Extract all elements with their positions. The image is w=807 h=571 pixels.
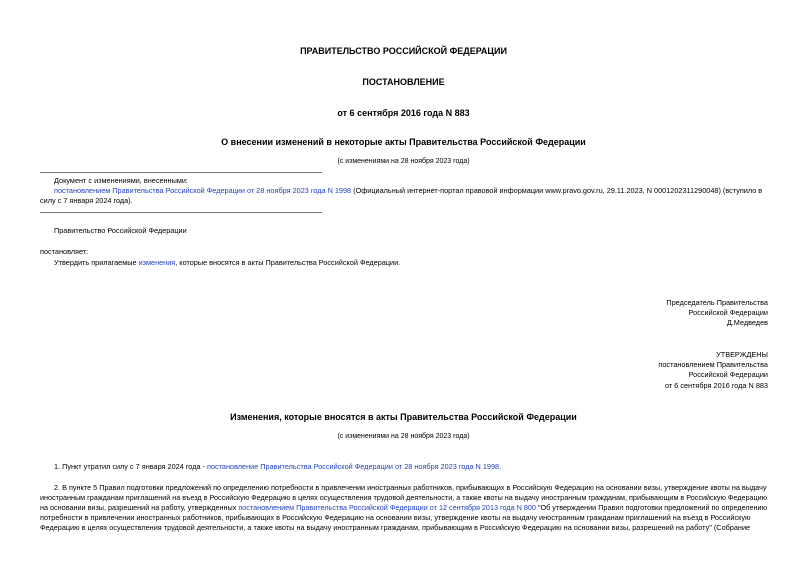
changes-source-continuation: силу с 7 января 2024 года).	[40, 196, 133, 205]
approve-clause: Утвердить прилагаемые изменения, которые вносятся в акты Правительства Российской Федерации.	[54, 258, 401, 267]
signature-country: Российской Федерации	[688, 308, 768, 317]
item2-line: Федерацию в целях осуществления трудовой деятельности, а также квоты на выдачу иностранным гражданам, прибывающим в Российскую Федерацию на основании визы, разрешений на работу" (Собрание	[40, 523, 751, 532]
changes-top-rule	[40, 172, 322, 173]
annex-title: Изменения, которые вносятся в акты Правительства Российской Федерации	[230, 412, 577, 422]
item2-line: на основании визы, разрешений на работу, утвержденных постановлением Правительства Российской Федерации от 12 сентября 2013 года N 800 "Об утверждении Правил подготовки предложений по определению	[40, 503, 768, 512]
changes-source-line	[54, 186, 762, 196]
resolves-word: постановляет:	[40, 247, 89, 256]
signature-position: Председатель Правительства	[666, 298, 768, 307]
signature-name: Д.Медведев	[726, 318, 768, 327]
changes-bottom-rule	[40, 212, 322, 213]
amendment-note: (с изменениями на 28 ноября 2023 года)	[337, 158, 470, 165]
approved-country: Российской Федерации	[688, 370, 768, 379]
annex-amendment-note: (с изменениями на 28 ноября 2023 года)	[337, 433, 470, 440]
item2-line: потребности в привлечении иностранных работников, прибывающих в Российскую Федерацию на основании визы, утверждение квоты на выдачу иностранным гражданам приглашений на въезд в Российскую	[40, 513, 751, 522]
government-heading: ПРАВИТЕЛЬСТВО РОССИЙСКОЙ ФЕДЕРАЦИИ	[300, 46, 507, 56]
document-type: ПОСТАНОВЛЕНИЕ	[362, 77, 445, 87]
document-title: О внесении изменений в некоторые акты Правительства Российской Федерации	[221, 137, 586, 147]
changes-link[interactable]: изменения	[138, 258, 176, 267]
issuer: Правительство Российской Федерации	[54, 226, 187, 235]
amending-act-link[interactable]: постановлением Правительства Российской Федерации от 28 ноября 2023 года N 1998	[54, 186, 352, 195]
annex-item-1: 1. Пункт утратил силу с 7 января 2024 года - постановление Правительства Российской Федерации от 28 ноября 2023 года N 1998.	[54, 462, 502, 471]
approved-by: постановлением Правительства	[658, 360, 768, 369]
changes-intro: Документ с изменениями, внесенными:	[54, 176, 188, 185]
approved-date: от 6 сентября 2016 года N 883	[665, 381, 768, 390]
document-date-number: от 6 сентября 2016 года N 883	[337, 108, 470, 118]
repealing-act-link[interactable]: постановление Правительства Российской Федерации от 28 ноября 2023 года N 1998	[207, 462, 500, 471]
approved-heading: УТВЕРЖДЕНЫ	[716, 350, 768, 359]
rules-act-link[interactable]: постановлением Правительства Российской Федерации от 12 сентября 2013 года N 800	[238, 503, 536, 512]
item2-line: иностранным гражданам приглашений на въезд в Российскую Федерацию в целях осуществления трудовой деятельности, а также квоты на выдачу иностранным гражданам, прибывающим в Российскую Федерацию	[40, 493, 768, 502]
item2-line: 2. В пункте 5 Правил подготовки предложений по определению потребности в привлечении иностранных работников, прибывающих в Российскую Федерацию на основании визы, утверждение квоты на выдачу	[54, 483, 767, 492]
publication-source: (Официальный интернет-портал правовой информации www.pravo.gov.ru, 29.11.2023, N 0001202311290048) (вступило в	[351, 186, 763, 195]
